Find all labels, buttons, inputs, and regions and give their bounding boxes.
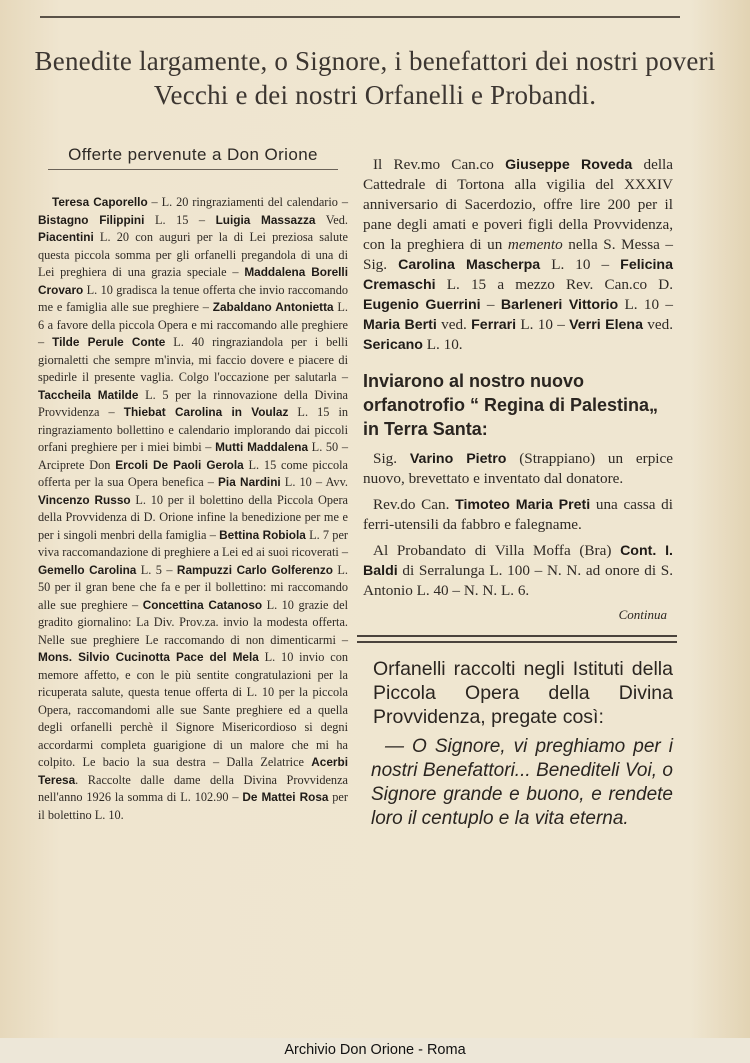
text-run: L. 15 a mezzo Rev. Can.co D.: [435, 276, 673, 293]
preti-paragraph: [363, 495, 673, 535]
text-run: Ved.: [315, 212, 348, 227]
palestina-heading: Inviarono al nostro nuovo orfanotrofio “ Regina di Palestina„ in Terra Santa:: [363, 371, 659, 439]
donor-name: Barleneri Vittorio: [500, 297, 619, 313]
donor-name: Ercoli De Paoli Gerola: [115, 457, 244, 472]
text-run: L. 40 ringraziandola per i belli giornaletti che sempre m'invia, mi faccio dovere e piacere di spedirle il presente vaglia. Colgo l'occazione per salutarla –: [38, 335, 348, 384]
donor-name: De Mattei Rosa: [242, 790, 329, 804]
text-run: L. 50 – Arciprete Don: [38, 440, 348, 472]
donor-name: Maddalena Borelli Crovaro: [38, 265, 348, 297]
donor-name: Luigia Massazza: [215, 212, 316, 227]
text-run: di Serralunga L. 100 – N. N. ad onore di S. Antonio L. 40 – N. N. L. 6.: [363, 562, 673, 599]
double-rule: [357, 635, 677, 643]
text-run: (Strappiano) un erpice nuovo, brevettato e inventato dal donatore.: [363, 450, 674, 487]
donor-name: Taccheila Matilde: [38, 387, 139, 402]
donor-name: Felicina Cremaschi: [363, 257, 673, 293]
text-run: per il bolettino L. 10.: [38, 790, 348, 822]
continua-label: Continua: [618, 607, 667, 622]
archive-footer: Archivio Don Orione - Roma: [0, 1038, 750, 1063]
page-headline: Benedite largamente, o Signore, i benefattori dei nostri poveri Vecchi e dei nostri Orfanelli e Probandi.: [34, 46, 716, 110]
italic-word: memento: [507, 236, 563, 253]
donor-name: Cont. I. Baldi: [363, 543, 673, 579]
donor-name: Acerbi Teresa: [38, 755, 348, 787]
probandato-paragraph: [363, 541, 673, 601]
donor-name: Sericano: [363, 337, 423, 353]
text-run: ved.: [436, 316, 472, 333]
donor-name: Thiebat Carolina in Voulaz: [123, 405, 289, 419]
text-run: L. 5 per la rinnovazione della Divina Provvidenza –: [38, 387, 349, 419]
text-run: L. 15 in ringraziamento bollettino e calendario implorando dai piccoli orfani preghiere per i miei bimbi –: [38, 405, 349, 454]
text-run: – L. 20 ringraziamenti del calendario –: [147, 195, 348, 209]
text-run: L. 10 invio con memore affetto, e con le più sentite congratulazioni per la ricuperata salute, questa tenue offerta di L. 10 per la piccola Opera, raccomandomi alle sue Sante preghiere ed a quella degli orfanelli perchè il Signore Misericordioso si degni accordarmi completa guarigione di un malore che mi ha colpito. Le bacio la sua destra – Dalla Zelatrice: [38, 650, 349, 769]
text-run: Rev.do Can.: [373, 496, 456, 513]
text-run: L. 10 –: [540, 256, 621, 273]
offers-list: [38, 194, 348, 824]
donor-name: Pia Nardini: [218, 475, 281, 489]
text-run: L. 10 gradisca la tenue offerta che invio raccomando me e famiglia alle sue preghiere –: [38, 282, 348, 314]
roveda-paragraph: [363, 155, 673, 355]
donor-name: Gemello Carolina: [38, 562, 137, 577]
text-run: L. 10 –: [618, 296, 674, 313]
text-run: . Raccolte dalle dame della Divina Provvidenza nell'anno 1926 la somma di L. 102.90 –: [38, 772, 348, 804]
text-run: L. 10 –: [516, 316, 570, 333]
text-run: Sig.: [373, 450, 410, 467]
text-run: Il Rev.mo Can.co: [373, 156, 506, 173]
donor-name: Teresa Caporello: [52, 195, 148, 209]
right-column: [363, 155, 673, 831]
text-run: L. 15 come piccola offerta per la sua Opera benefica –: [38, 457, 348, 489]
donor-name: Mons. Silvio Cucinotta Pace del Mela: [38, 650, 259, 664]
donor-name: Eugenio Guerrini: [363, 297, 481, 313]
text-run: L. 15 –: [144, 212, 216, 227]
text-run: L. 7 per viva raccomandazione di preghiere a Lei ed ai suoi ricoverati –: [38, 527, 349, 559]
donor-name: Piacentini: [38, 230, 94, 244]
varino-paragraph: [363, 449, 673, 489]
left-column: [38, 145, 348, 824]
donor-name: Vincenzo Russo: [38, 492, 131, 507]
title-underline: [48, 169, 338, 170]
text-run: della Cattedrale di Tortona alla vigilia del XXXIV anniversario di Sacerdozio, offre lire 200 per il pane degli amati e poveri figli della Provvidenza, con la preghiera di un: [363, 156, 674, 253]
text-run: L. 10 grazie del gradito giornalino: La Div. Prov.za. invio la modesta offerta. Nelle sue preghiere Le raccomando di non dimenticarmi –: [38, 597, 348, 647]
text-run: una cassa di ferri-utensili da fabbro e falegname.: [363, 496, 673, 533]
donor-name: Zabaldano Antonietta: [212, 300, 334, 314]
orfanelli-appeal: Orfanelli raccolti negli Istituti della Piccola Opera della Divina Provvidenza, pregate così:: [373, 658, 673, 728]
text-run: L. 6 a favore della piccola Opera e mi raccomando alle preghiere –: [38, 300, 348, 349]
donor-name: Giuseppe Roveda: [505, 157, 633, 173]
donor-name: Mutti Maddalena: [215, 440, 309, 454]
donor-name: Bettina Robiola: [219, 527, 306, 542]
text-run: L. 10 – Avv.: [280, 475, 348, 489]
top-rule: [40, 16, 680, 18]
donor-name: Varino Pietro: [409, 451, 507, 467]
text-run: L. 10.: [422, 336, 463, 353]
text-run: L. 10 per il bolettino della Piccola Opera della Provvidenza di D. Orione infine la benedizione per me e per i singoli menbri della famiglia –: [38, 492, 349, 542]
text-run: L. 20 con auguri per la di Lei preziosa salute questa piccola somma per gli orfanelli pregandola di una di Lei preghiera di una grazia speciale –: [38, 230, 348, 279]
donor-name: Verri Elena: [569, 317, 643, 333]
text-run: L. 5 –: [136, 562, 177, 577]
donor-name: Concettina Catanoso: [142, 597, 263, 612]
text-run: –: [480, 296, 501, 313]
text-run: L. 50 per il gran bene che fa e per il bollettino: mi raccomando alle sue preghiere –: [38, 562, 348, 612]
text-run: nella S. Messa – Sig.: [363, 236, 673, 273]
offers-title: Offerte pervenute a Don Orione: [68, 145, 318, 164]
donor-name: Maria Berti: [363, 317, 437, 333]
text-run: ved.: [642, 316, 673, 333]
donor-name: Timoteo Maria Preti: [455, 497, 591, 513]
donor-name: Rampuzzi Carlo Golferenzo: [176, 562, 333, 577]
text-run: Al Probandato di Villa Moffa (Bra): [373, 542, 621, 559]
donor-name: Tilde Perule Conte: [52, 335, 166, 349]
donor-name: Carolina Mascherpa: [398, 257, 541, 273]
prayer-text: — O Signore, vi preghiamo per i nostri Benefattori... Benediteli Voi, o Signore grande e buono, e rendete loro il centuplo e la vita eterna.: [371, 736, 673, 829]
donor-name: Bistagno Filippini: [38, 212, 145, 227]
donor-name: Ferrari: [471, 317, 517, 333]
